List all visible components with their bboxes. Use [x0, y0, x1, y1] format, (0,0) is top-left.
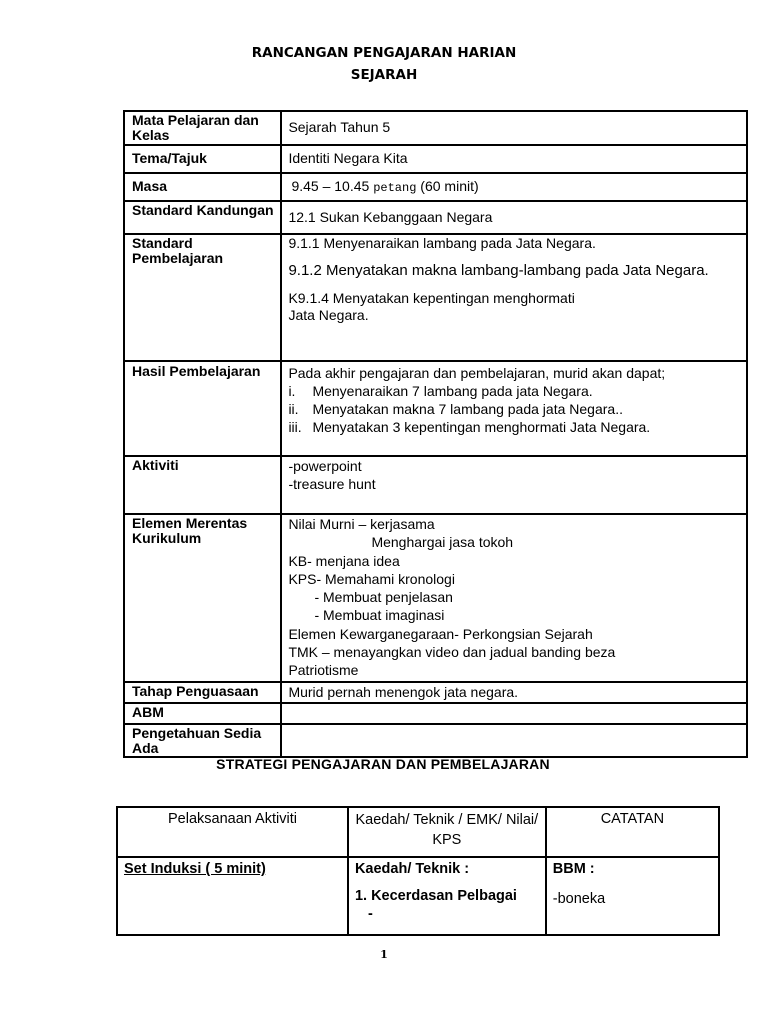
- induction-method-cell: [348, 857, 546, 935]
- learning-standard-3: K9.1.4 Menyatakan kepentingan menghormati Jata Negara.: [288, 289, 575, 324]
- outcomes-label: Hasil Pembelajaran: [124, 361, 281, 456]
- theme-label: Tema/Tajuk: [124, 145, 281, 173]
- prior-knowledge-label: Pengetahuan Sedia Ada: [124, 724, 281, 757]
- activity-1: -powerpoint: [288, 458, 362, 474]
- outcome-i: [288, 382, 746, 400]
- strategy-col-activity: Pelaksanaan Aktiviti: [117, 807, 348, 857]
- time-range: 9.45 – 10.45: [291, 178, 370, 194]
- document-title: RANCANGAN PENGAJARAN HARIAN: [251, 45, 517, 61]
- outcome-ii-text: Menyatakan makna 7 lambang pada jata Negara..: [312, 401, 623, 417]
- learning-standard-1: 9.1.1 Menyenaraikan lambang pada Jata Negara.: [288, 235, 596, 251]
- document-subtitle: SEJARAH: [350, 67, 418, 83]
- cross-curriculum-value: [281, 514, 747, 682]
- induction-title: Set Induksi ( 5 minit): [124, 861, 266, 877]
- outcomes-value: [281, 361, 747, 456]
- activity-2: -treasure hunt: [288, 476, 376, 492]
- lesson-info-table: [123, 110, 748, 758]
- induction-notes-head: BBM :: [552, 861, 595, 877]
- outcomes-intro: Pada akhir pengajaran dan pembelajaran, murid akan dapat;: [288, 365, 666, 381]
- time-value: [281, 173, 747, 201]
- induction-notes-cell: [546, 857, 719, 935]
- cross-curriculum-line-4: KPS- Memahami kronologi: [288, 570, 455, 587]
- outcome-ii: [288, 400, 746, 418]
- page-number: 1: [380, 948, 388, 961]
- activity-value: [281, 456, 747, 514]
- abm-label: ABM: [124, 703, 281, 724]
- strategy-col-notes: CATATAN: [546, 807, 719, 857]
- subject-label: Mata Pelajaran dan Kelas: [124, 111, 281, 145]
- time-label: Masa: [124, 173, 281, 201]
- cross-curriculum-line-5: - Membuat penjelasan: [314, 589, 453, 606]
- induction-notes-item: -boneka: [552, 891, 606, 908]
- content-standard-label: Standard Kandungan: [124, 201, 281, 234]
- strategy-table: [116, 806, 720, 936]
- outcome-ii-num: ii.: [288, 401, 299, 417]
- abm-value: [281, 703, 747, 724]
- outcome-iii-text: Menyatakan 3 kepentingan menghormati Jata Negara.: [312, 419, 651, 435]
- mastery-value: Murid pernah menengok jata negara.: [281, 682, 747, 703]
- cross-curriculum-line-9: Patriotisme: [288, 662, 359, 679]
- prior-knowledge-value: [281, 724, 747, 757]
- learning-standard-2: 9.1.2 Menyatakan makna lambang-lambang pada Jata Negara.: [288, 261, 709, 279]
- subject-value: Sejarah Tahun 5: [281, 111, 747, 145]
- cross-curriculum-line-1: Nilai Murni – kerjasama: [288, 516, 435, 532]
- outcome-i-text: Menyenaraikan 7 lambang pada jata Negara.: [312, 383, 593, 399]
- induction-method-item: 1. Kecerdasan Pelbagai -: [354, 888, 517, 923]
- mastery-label: Tahap Penguasaan: [124, 682, 281, 703]
- outcome-i-num: i.: [288, 383, 296, 399]
- time-duration: (60 minit): [420, 178, 479, 194]
- strategy-heading: STRATEGI PENGAJARAN DAN PEMBELAJARAN: [216, 756, 550, 772]
- time-period: petang: [373, 181, 417, 195]
- cross-curriculum-label: Elemen Merentas Kurikulum: [124, 514, 281, 682]
- outcome-iii: [288, 418, 746, 436]
- theme-value: Identiti Negara Kita: [281, 145, 747, 173]
- learning-standard-value: [281, 234, 747, 361]
- strategy-col-method: Kaedah/ Teknik / EMK/ Nilai/ KPS: [348, 807, 546, 857]
- content-standard-value: 12.1 Sukan Kebanggaan Negara: [281, 201, 747, 234]
- cross-curriculum-line-7: Elemen Kewarganegaraan- Perkongsian Sejarah: [288, 625, 593, 642]
- outcome-iii-num: iii.: [288, 419, 302, 435]
- cross-curriculum-line-8: TMK – menayangkan video dan jadual banding beza: [288, 644, 616, 661]
- cross-curriculum-line-2: Menghargai jasa tokoh: [371, 534, 514, 551]
- learning-standard-label: Standard Pembelajaran: [124, 234, 281, 361]
- cross-curriculum-line-6: - Membuat imaginasi: [314, 607, 445, 624]
- induction-method-head: Kaedah/ Teknik :: [354, 861, 470, 877]
- cross-curriculum-line-3: KB- menjana idea: [288, 552, 400, 569]
- activity-label: Aktiviti: [124, 456, 281, 514]
- induction-cell: [117, 857, 348, 935]
